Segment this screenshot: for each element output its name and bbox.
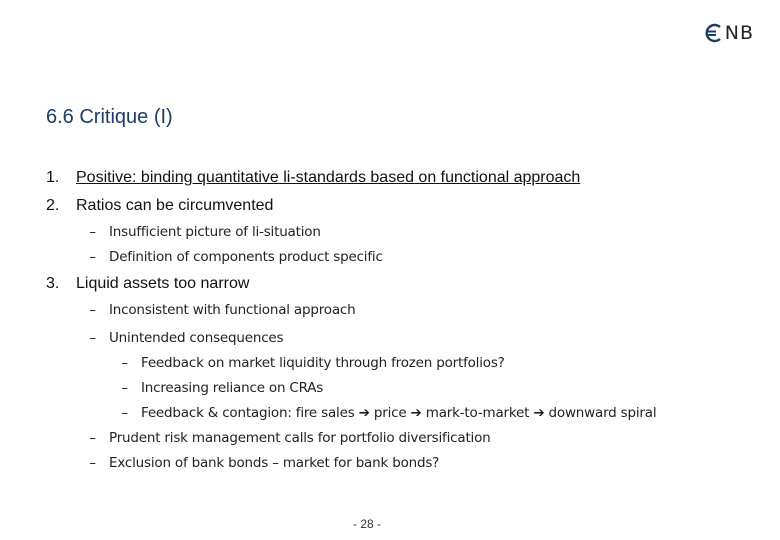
- page-title: 6.6 Critique (I): [46, 106, 173, 128]
- sub-item: – Exclusion of bank bonds – market for bank bonds?: [89, 455, 440, 471]
- sub-item: – Unintended consequences: [89, 330, 284, 346]
- oenb-logo: [703, 22, 754, 44]
- subsub-item-feedback: – Feedback & contagion: fire sales ➔ price ➔ mark-to-market ➔ downward spiral: [121, 405, 657, 421]
- euro-logo-icon: [703, 22, 725, 44]
- list-item-3-text: Liquid assets too narrow: [76, 275, 250, 292]
- sub-item: – Inconsistent with functional approach: [89, 302, 356, 318]
- list-item-2: 2. Ratios can be circumvented: [46, 197, 274, 214]
- list-item-1: 1. Positive: binding quantitative li-standards based on functional approach: [46, 169, 581, 186]
- arrow-right-icon: ➔: [358, 405, 370, 421]
- list-item-2-text: Ratios can be circumvented: [76, 197, 274, 214]
- arrow-right-icon: ➔: [533, 405, 545, 421]
- sub-item: – Prudent risk management calls for portfolio diversification: [89, 430, 491, 446]
- logo-text: NB: [724, 22, 754, 44]
- sub-item: – Insufficient picture of li-situation: [89, 224, 321, 240]
- subsub-item: – Increasing reliance on CRAs: [121, 380, 324, 396]
- subsub-item: – Feedback on market liquidity through frozen portfolios?: [121, 355, 505, 371]
- sub-item: – Definition of components product specific: [89, 249, 383, 265]
- list-item-1-text: Positive: binding quantitative li-standards based on functional approach: [76, 169, 581, 186]
- arrow-right-icon: ➔: [410, 405, 422, 421]
- list-item-3: 3. Liquid assets too narrow: [46, 275, 250, 292]
- page-number: - 28 -: [352, 517, 381, 531]
